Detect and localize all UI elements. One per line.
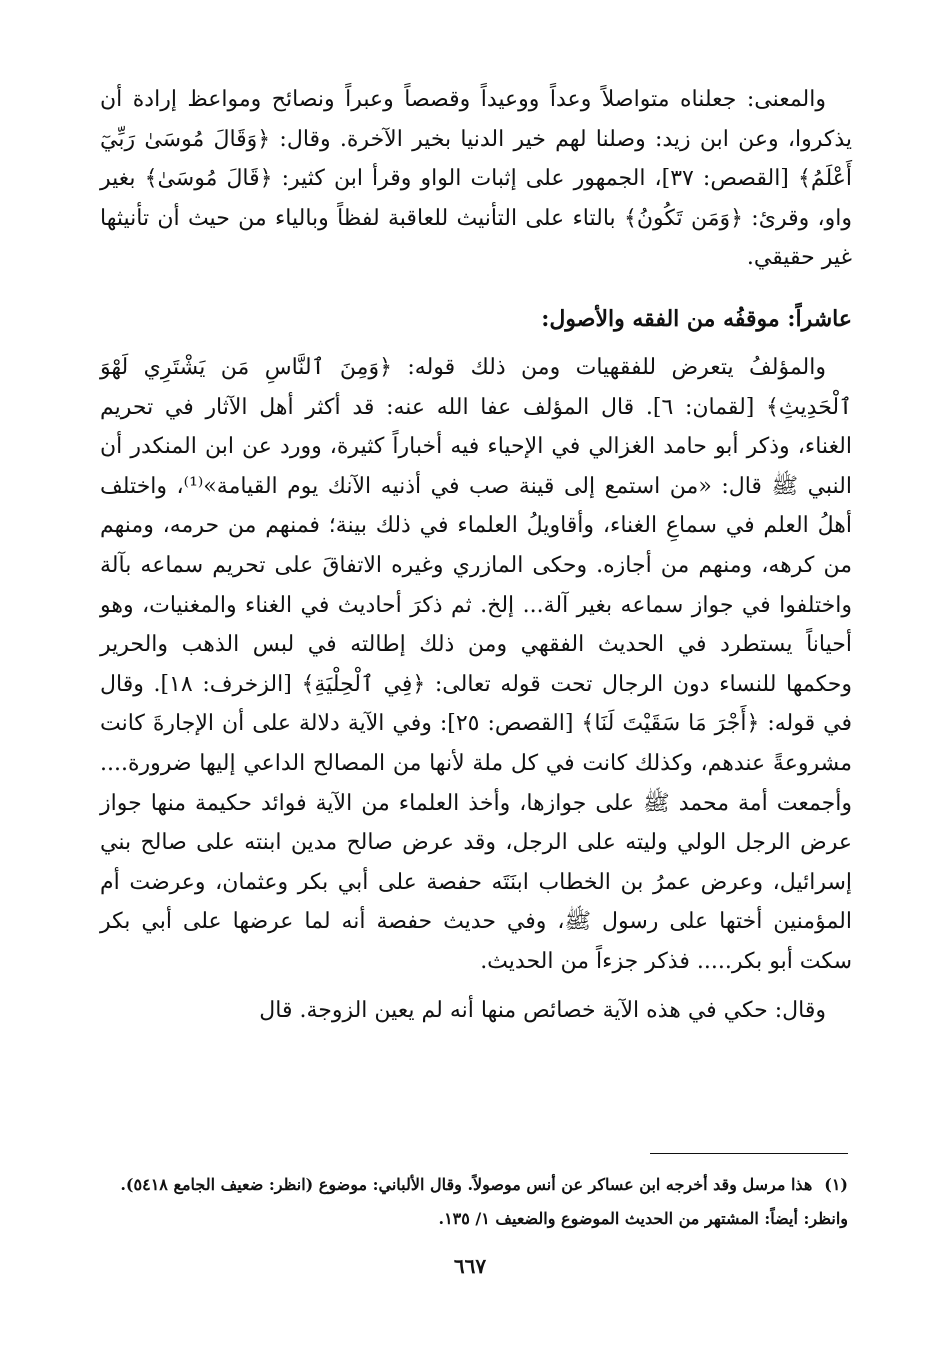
page-number: ٦٦٧ [453, 1254, 487, 1278]
footnote-text: هذا مرسل وقد أخرجه ابن عساكر عن أنس موصولاً. وقال الألباني: موضوع (انظر: ضعيف الجامع ٥٤١٨). وانظر: أيضاً: المشتهر من الحديث الموضوع والضعيف ١/ ١٣٥. [120, 1175, 848, 1228]
footnote [110, 1168, 848, 1236]
intro-paragraph: والمعنى: جعلناه متواصلاً وعداً ووعيداً وقصصاً وعبراً ونصائح ومواعظ إرادة أن يذكروا، وعن ابن زيد: وصلنا لهم خير الدنيا بخير الآخرة. وقال: ﴿وَقَالَ مُوسَىٰ رَبِّيٓ أَعْلَمُ﴾ [القصص: ٣٧]، الجمهور على إثبات الواو وقرأ ابن كثير: ﴿قَالَ مُوسَىٰ﴾ بغير واو، وقرئ: ﴿وَمَن تَكُونُ﴾ بالتاء على التأنيث للعاقبة لفظاً وبالياء من حيث أن تأنيثها غير حقيقي. [100, 87, 853, 271]
paragraph-spacer [100, 981, 852, 991]
last-paragraph: وقال: حكي في هذه الآية خصائص منها أنه لم يعين الزوجة. قال [259, 998, 826, 1024]
footnote-separator [650, 1153, 848, 1154]
paragraph-spacer [100, 278, 852, 288]
section-heading: عاشراً: موقفُه من الفقه والأصول: [541, 305, 852, 332]
page-body [100, 80, 852, 1031]
footnote-marker: (١) [824, 1175, 848, 1194]
main-paragraph: والمؤلفُ يتعرض للفقهيات ومن ذلك قوله: ﴿وَمِنَ ٱلنَّاسِ مَن يَشْتَرِي لَهْوَ ٱلْحَدِيثِ﴾ [لقمان: ٦]. قال المؤلف عفا الله عنه: قد أكثر أهل الآثار في تحريم الغناء، وذكر أبو حامد الغزالي في الإحياء فيه أخباراً كثيرة، وورد عن ابن المنكدر أن النبي ﷺ قال: «من استمع إلى قينة صب في أذنيه الآنك يوم القيامة»⁽¹⁾، واختلف أهلُ العلم في سماعِ الغناء، وأقاويلُ العلماء في ذلك بينة؛ فمنهم من حرمه، ومنهم من كرهه، ومنهم من أجازه. وحكى المازري وغيره الاتفاقَ على تحريم سماعه بآلة واختلفوا في جواز سماعه بغير آلة... إلخ. ثم ذكرَ أحاديث في الغناء والمغنيات، وهو أحياناً يستطرد في الحديث الفقهي ومن ذلك إطالته في لبس الذهب والحرير وحكمها للنساء دون الرجال تحت قوله تعالى: ﴿فِي ٱلْحِلْيَةِ﴾ [الزخرف: ١٨]. وقال في قوله: ﴿أَجْرَ مَا سَقَيْتَ لَنَا﴾ [القصص: ٢٥]: وفي الآية دلالة على أن الإجارةَ كانت مشروعةً عندهم، وكذلك كانت في كل ملة لأنها من المصالح الداعي إليها ضرورة.... وأجمعت أمة محمد ﷺ على جوازها، وأخذ العلماء من الآية فوائد حكيمة منها جواز عرض الرجل الولي وليته على الرجل، وقد عرض صالح مدين ابنته على صالح بني إسرائيل، وعرض عمرُ بن الخطاب ابنَتَه حفصة على أبي بكر وعثمان، وعرضت أم المؤمنين أختها على رسول ﷺ، وفي حديث حفصة أنه لما عرضها على أبي بكر سكت أبو بكر..... فذكر جزءاً من الحديث. [100, 354, 853, 974]
